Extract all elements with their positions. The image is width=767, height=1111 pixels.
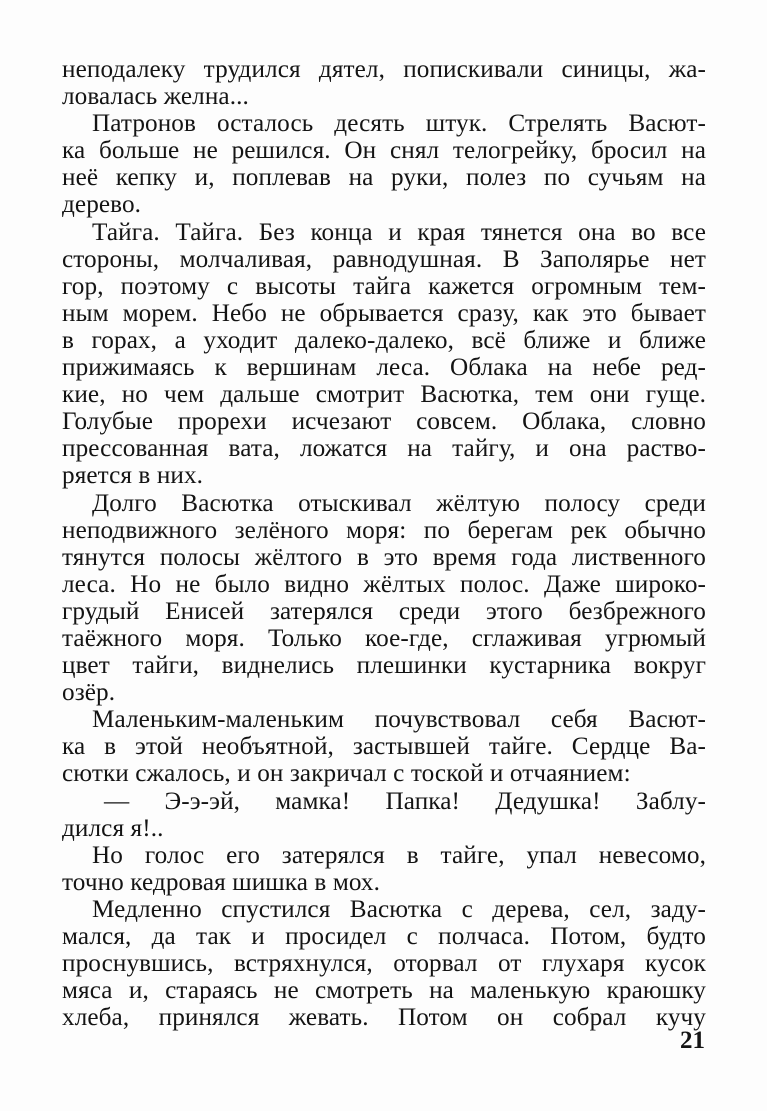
paragraph <box>62 842 706 896</box>
text-line: точно кедровая шишка в мох. <box>62 868 381 896</box>
text-line: ряется в них. <box>62 462 204 490</box>
paragraph <box>62 490 706 707</box>
body-text <box>62 56 706 1031</box>
text-line: хлеба, принялся жевать. Потом он собрал кучу <box>62 1004 706 1032</box>
paragraph <box>62 896 706 1031</box>
text-line: Патронов осталось десять штук. Стрелять Васют- <box>92 110 706 138</box>
text-line: дерево. <box>62 191 142 219</box>
text-line: Голубые прорехи исчезают совсем. Облака, словно <box>62 408 706 436</box>
text-line: прессованная вата, ложатся на тайгу, и она раство- <box>62 435 706 463</box>
text-line: гор, поэтому с высоты тайга кажется огромным тем- <box>62 272 706 300</box>
text-line: — Э-э-эй, мамка! Папка! Дедушка! Заблу- <box>104 787 706 815</box>
text-line: Долго Васютка отыскивал жёлтую полосу среди <box>92 489 706 517</box>
text-line: ка в этой необъятной, застывшей тайге. Сердце Ва- <box>62 733 706 761</box>
paragraph <box>62 219 706 490</box>
text-line: сютки сжалось, и он закричал с тоской и отчаянием: <box>62 760 631 788</box>
text-line: леса. Но не было видно жёлтых полос. Даже широко- <box>62 570 706 598</box>
text-line: неподвижного зелёного моря: по берегам рек обычно <box>62 516 706 544</box>
text-line: грудый Енисей затерялся среди этого безбрежного <box>62 597 706 625</box>
text-line: неё кепку и, поплевав на руки, полез по сучьям на <box>62 164 706 192</box>
text-line: Тайга. Тайга. Без конца и края тянется она во все <box>92 218 706 246</box>
text-line: мяса и, стараясь не смотреть на маленькую краюшку <box>62 977 706 1005</box>
text-line: дился я!.. <box>62 814 164 842</box>
text-line: озёр. <box>62 679 116 707</box>
text-line: прижимаясь к вершинам леса. Облака на небе ред- <box>62 354 706 382</box>
paragraph <box>62 110 706 218</box>
text-line: ным морем. Небо не обрывается сразу, как это бывает <box>62 299 706 327</box>
text-line: Но голос его затерялся в тайге, упал невесомо, <box>92 841 706 869</box>
paragraph <box>62 788 706 842</box>
text-line: проснувшись, встряхнулся, оторвал от глухаря кусок <box>62 950 706 978</box>
paragraph <box>62 56 706 110</box>
text-line: мался, да так и просидел с полчаса. Потом, будто <box>62 923 706 950</box>
text-line: кие, но чем дальше смотрит Васютка, тем они гуще. <box>62 381 706 409</box>
text-line: в горах, а уходит далеко-далеко, всё ближе и ближе <box>62 326 706 354</box>
text-line: Маленьким-маленьким почувствовал себя Васют- <box>92 706 706 734</box>
text-line: цвет тайги, виднелись плешинки кустарника вокруг <box>62 652 706 680</box>
text-line: Медленно спустился Васютка с дерева, сел, заду- <box>92 895 706 923</box>
text-line: ка больше не решился. Он снял телогрейку, бросил на <box>62 137 706 165</box>
text-line: таёжного моря. Только кое-где, сглаживая угрюмый <box>62 624 706 652</box>
text-line: неподалеку трудился дятел, попискивали синицы, жа- <box>62 56 706 83</box>
paragraph <box>62 706 706 787</box>
page-number: 21 <box>680 1027 705 1054</box>
text-line: ловалась желна... <box>62 83 249 111</box>
text-line: тянутся полосы жёлтого в это время года лиственного <box>62 543 706 571</box>
text-line: стороны, молчаливая, равнодушная. В Заполярье нет <box>62 245 706 273</box>
